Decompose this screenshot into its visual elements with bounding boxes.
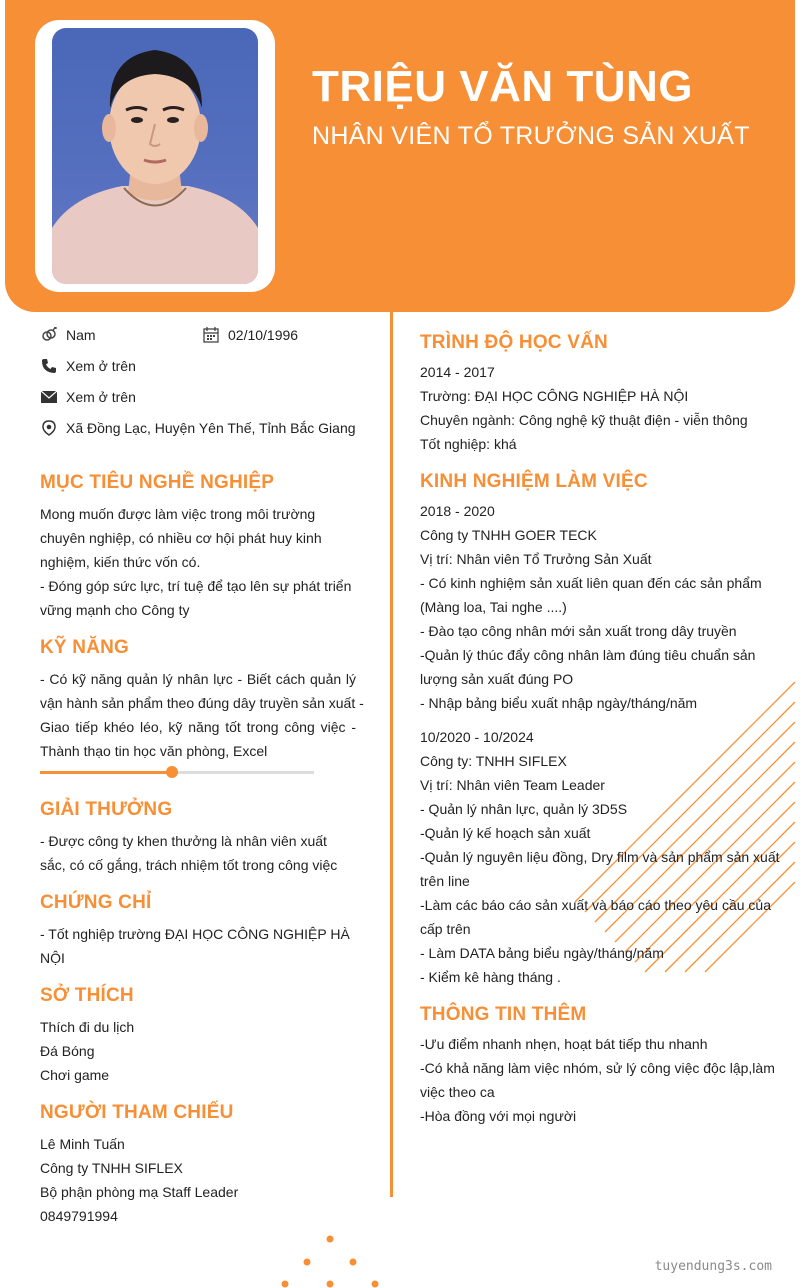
contact-birthday <box>202 326 298 344</box>
candidate-name: TRIỆU VĂN TÙNG <box>312 62 693 111</box>
watermark-text: tuyendung3s.com <box>654 1259 772 1274</box>
email-text: Xem ở trên <box>66 389 136 405</box>
hobby-item: Chơi game <box>40 1067 110 1083</box>
experience-line: -Quản lý kế hoạch sản xuất <box>420 825 591 841</box>
certificates-line: - Tốt nghiệp trường ĐẠI HỌC CÔNG NGHIỆP HÀ <box>40 926 350 942</box>
contact-gender <box>40 326 96 344</box>
certificates-text <box>40 922 350 970</box>
experience-line: - Có kinh nghiệm sản xuất liên quan đến các sản phẩm <box>420 575 762 591</box>
skills-heading: KỸ NĂNG <box>40 637 130 658</box>
education-line: Chuyên ngành: Công nghệ kỹ thuật điện - viễn thông <box>420 412 748 428</box>
skill-bar-knob <box>166 766 178 778</box>
certificates-line: NỘI <box>40 950 65 966</box>
reference-line: Bộ phận phòng mạ Staff Leader <box>40 1184 239 1200</box>
extra-line: -Có khả năng làm việc nhóm, sử lý công việc độc lập,làm <box>420 1060 775 1076</box>
phone-icon <box>40 357 58 375</box>
objective-line: chuyên nghiệp, có nhiều cơ hội phát huy kinh <box>40 530 322 546</box>
skill-bar-fill <box>40 771 172 774</box>
experience-line: -Quản lý thúc đẩy công nhân làm đúng tiêu chuẩn sản <box>420 647 756 663</box>
references-heading: NGƯỜI THAM CHIẾU <box>40 1102 234 1123</box>
experience-job-1 <box>420 499 762 715</box>
extra-text <box>420 1032 775 1128</box>
skills-line: Giao tiếp khéo léo, kỹ năng tốt trong công việc - <box>40 719 356 735</box>
objective-line: nghiệm, kiến thức vốn có. <box>40 554 201 570</box>
education-line: 2014 - 2017 <box>420 364 495 380</box>
extra-line: -Ưu điểm nhanh nhẹn, hoạt bát tiếp thu nhanh <box>420 1036 708 1052</box>
experience-line: -Làm các báo cáo sản xuất và báo cáo theo yêu cầu của <box>420 897 772 913</box>
hobbies-heading: SỞ THÍCH <box>40 985 134 1006</box>
birthday-text: 02/10/1996 <box>228 327 299 343</box>
contact-address <box>40 419 356 437</box>
references-text <box>40 1132 238 1228</box>
certificates-heading: CHỨNG CHỈ <box>40 892 152 913</box>
experience-line: - Quản lý nhân lực, quản lý 3D5S <box>420 801 628 817</box>
objective-line: vững mạnh cho Công ty <box>40 602 190 618</box>
skills-line: Thành thạo tin học văn phòng, Excel <box>40 743 268 759</box>
calendar-icon <box>202 326 220 344</box>
experience-line: trên line <box>420 873 470 889</box>
skills-line: - Có kỹ năng quản lý nhân lực - Biết cách quản lý <box>40 671 356 687</box>
extra-line: -Hòa đồng với mọi người <box>420 1108 577 1124</box>
objective-line: Mong muốn được làm việc trong môi trường <box>40 506 316 522</box>
experience-line: Vị trí: Nhân viên Tổ Trưởng Sản Xuất <box>420 551 652 567</box>
objective-text <box>40 502 351 622</box>
reference-line: 0849791994 <box>40 1208 118 1224</box>
experience-line: - Đào tạo công nhân mới sản xuất trong dây truyền <box>420 623 737 639</box>
gender-icon <box>40 326 58 344</box>
objective-heading: MỤC TIÊU NGHỀ NGHIỆP <box>40 472 275 493</box>
experience-line: - Nhập bảng biểu xuất nhập ngày/tháng/năm <box>420 695 698 711</box>
envelope-icon <box>40 388 58 406</box>
skills-line: vận hành sản phẩm theo đúng dây truyền sản xuất - <box>40 695 364 711</box>
contact-email <box>40 388 136 406</box>
education-line: Tốt nghiệp: khá <box>420 436 517 452</box>
contact-phone <box>40 357 136 375</box>
experience-job-2 <box>420 725 780 989</box>
address-text: Xã Đồng Lạc, Huyện Yên Thế, Tỉnh Bắc Giang <box>66 420 356 436</box>
experience-line: Vị trí: Nhân viên Team Leader <box>420 777 605 793</box>
experience-line: 2018 - 2020 <box>420 503 495 519</box>
map-pin-icon <box>40 419 58 437</box>
experience-line: cấp trên <box>420 921 471 937</box>
hobby-item: Đá Bóng <box>40 1043 95 1059</box>
objective-line: - Đóng góp sức lực, trí tuệ để tạo lên sự phát triển <box>40 578 352 594</box>
profile-photo <box>52 28 258 284</box>
awards-heading: GIẢI THƯỞNG <box>40 799 173 820</box>
education-heading: TRÌNH ĐỘ HỌC VẤN <box>420 332 608 353</box>
decorative-dots <box>270 1230 390 1288</box>
experience-line: lượng sản xuất đúng PO <box>420 671 574 687</box>
experience-line: 10/2020 - 10/2024 <box>420 729 534 745</box>
skills-text <box>40 667 364 763</box>
experience-line: - Kiểm kê hàng tháng . <box>420 969 561 985</box>
experience-line: (Màng loa, Tai nghe ....) <box>420 599 567 615</box>
education-line: Trường: ĐẠI HỌC CÔNG NGHIỆP HÀ NỘI <box>420 388 689 404</box>
awards-line: - Được công ty khen thưởng là nhân viên xuất <box>40 833 327 849</box>
column-divider <box>390 312 393 1197</box>
reference-line: Công ty TNHH SIFLEX <box>40 1160 183 1176</box>
experience-line: -Quản lý nguyên liệu đồng, Dry film và sản phẩm sản xuất <box>420 849 780 865</box>
awards-text <box>40 829 337 877</box>
reference-line: Lê Minh Tuấn <box>40 1136 125 1152</box>
education-text <box>420 360 748 456</box>
gender-text: Nam <box>66 327 96 343</box>
hobby-item: Thích đi du lịch <box>40 1019 135 1035</box>
phone-text: Xem ở trên <box>66 358 136 374</box>
hobbies-text <box>40 1015 134 1087</box>
experience-heading: KINH NGHIỆM LÀM VIỆC <box>420 471 648 492</box>
extra-line: việc theo ca <box>420 1084 495 1100</box>
experience-line: - Làm DATA bảng biểu ngày/tháng/năm <box>420 945 664 961</box>
job-title: NHÂN VIÊN TỔ TRƯỞNG SẢN XUẤT <box>312 122 750 150</box>
experience-line: Công ty TNHH GOER TECK <box>420 527 597 543</box>
awards-line: sắc, có cố gắng, trách nhiệm tốt trong công việc <box>40 857 338 873</box>
experience-line: Công ty: TNHH SIFLEX <box>420 753 567 769</box>
extra-heading: THÔNG TIN THÊM <box>420 1004 587 1025</box>
